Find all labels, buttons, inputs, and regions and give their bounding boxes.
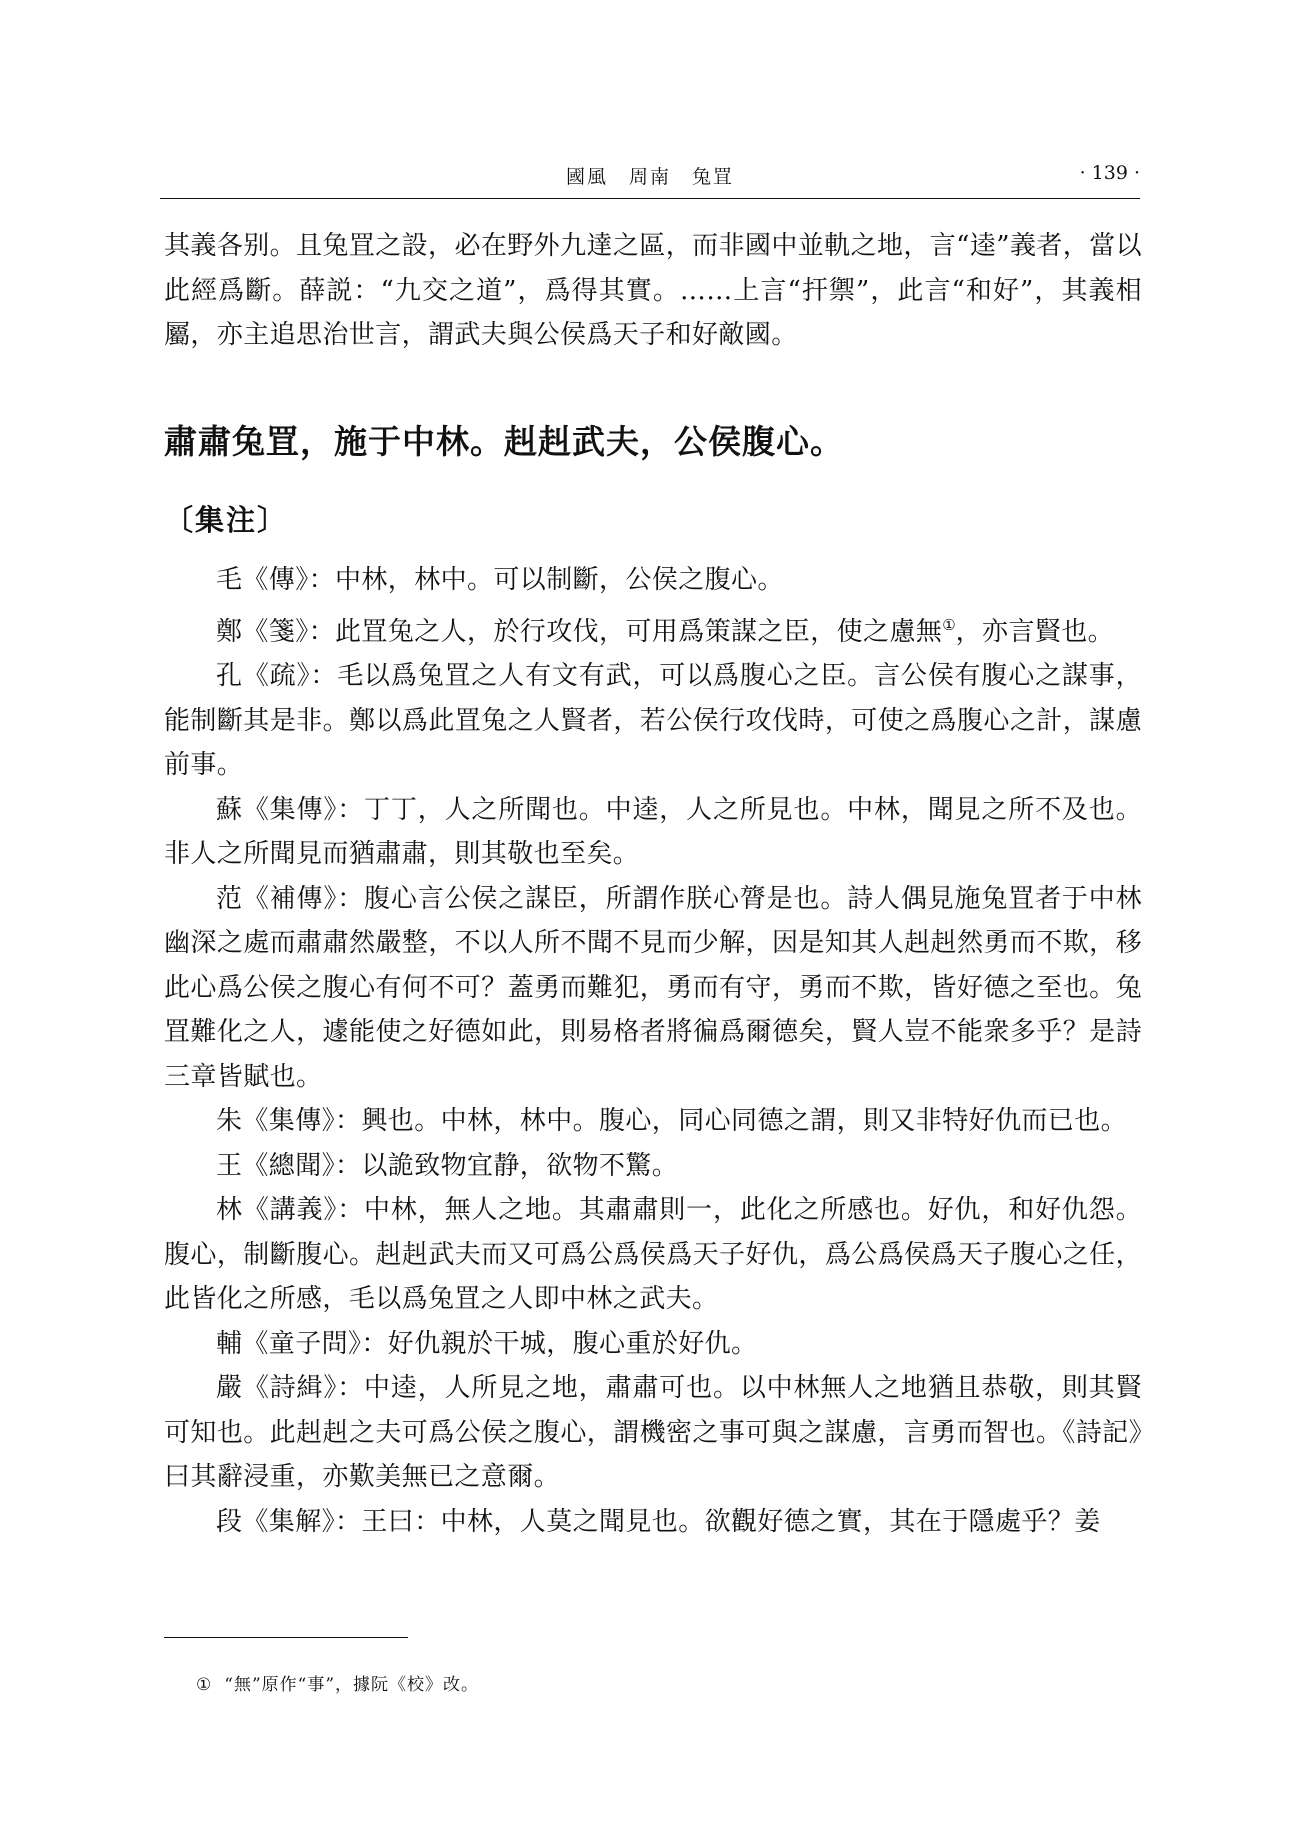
note-mao-zhuan: 毛《傳》：中林，林中。可以制斷，公侯之腹心。: [216, 565, 784, 595]
footnote-rule: [164, 1637, 408, 1638]
note-zheng-jian: [164, 603, 1142, 655]
continuation-block: [164, 224, 1142, 358]
continuation-paragraph: 其義各别。且兔罝之設，必在野外九達之區，而非國中並軌之地，言“逵”義者，當以此經爲斷。薛説：“九交之道”，爲得其實。……上言“扞禦”，此言“和好”，其義相屬，亦主追思治世言，謂武夫與公侯爲天子和好敵國。: [164, 231, 1142, 350]
note-zheng-jian-text: 鄭《箋》：此罝兔之人，於行攻伐，可用爲策謀之臣，使之慮無: [216, 616, 943, 647]
note-fu-tongziwen: 輔《童子問》：好仇親於干城，腹心重於好仇。: [216, 1328, 758, 1359]
note-su-jizhuan: 蘇《集傳》：丁丁，人之所聞也。中逵，人之所見也。中林，聞見之所不及也。非人之所聞見而猶肅肅，則其敬也至矣。: [164, 794, 1142, 869]
running-title: 國風 周南 兔罝: [565, 166, 734, 188]
footnote-ref-marker[interactable]: ①: [942, 615, 956, 634]
note-fan-buzhuan: 范《補傳》：腹心言公侯之謀臣，所謂作朕心膂是也。詩人偶見施兔罝者于中林幽深之處而肅肅然嚴整，不以人所不聞不見而少解，因是知其人赳赳然勇而不欺，移此心爲公侯之腹心有何不可？蓋勇而難犯，勇而有守，勇而不欺，皆好德之至也。兔罝難化之人，遽能使之好德如此，則易格者將徧爲爾德矣，賢人豈不能衆多乎？是詩三章皆賦也。: [164, 883, 1142, 1092]
note-kong-shu: 孔《疏》：毛以爲兔罝之人有文有武，可以爲腹心之臣。言公侯有腹心之謀事，能制斷其是非。鄭以爲此罝兔之人賢者，若公侯行攻伐時，可使之爲腹心之計，謀慮前事。: [164, 661, 1142, 780]
verse-heading: 肅肅兔罝，施于中林。赳赳武夫，公侯腹心。: [164, 422, 844, 461]
page-number: · 139 ·: [1079, 162, 1140, 184]
section-label-jizhu: 〔集注〕: [164, 503, 289, 537]
header-rule: [160, 198, 1140, 199]
footnote-text: “無”原作“事”，據阮《校》改。: [224, 1675, 480, 1695]
note-zhu-jizhuan: 朱《集傳》：興也。中林，林中。腹心，同心同德之謂，則又非特好仇而已也。: [216, 1106, 1128, 1136]
footnote: [196, 1670, 479, 1695]
note-yan-shiji: 嚴《詩緝》：中逵，人所見之地，肅肅可也。以中林無人之地猶且恭敬，則其賢可知也。此赳赳之夫可爲公侯之腹心，謂機密之事可與之謀慮，言勇而智也。《詩記》曰其辭浸重，亦歎美無已之意爾。: [164, 1373, 1142, 1492]
commentary-notes: [164, 558, 1142, 1544]
note-duan-jijie: 段《集解》：王曰：中林，人莫之聞見也。欲觀好德之實，其在于隱處乎？姜: [216, 1506, 1101, 1537]
note-zheng-jian-tail: ，亦言賢也。: [955, 616, 1115, 647]
footnote-marker: ①: [196, 1675, 213, 1695]
note-lin-jiangyi: 林《講義》：中林，無人之地。其肅肅則一，此化之所感也。好仇，和好仇怨。腹心，制斷腹心。赳赳武夫而又可爲公爲侯爲天子好仇，爲公爲侯爲天子腹心之任，此皆化之所感，毛以爲兔罝之人即中林之武夫。: [164, 1195, 1142, 1314]
running-head: [160, 158, 1140, 198]
note-wang-zongwen: 王《總聞》：以詭致物宜静，欲物不驚。: [216, 1150, 679, 1181]
